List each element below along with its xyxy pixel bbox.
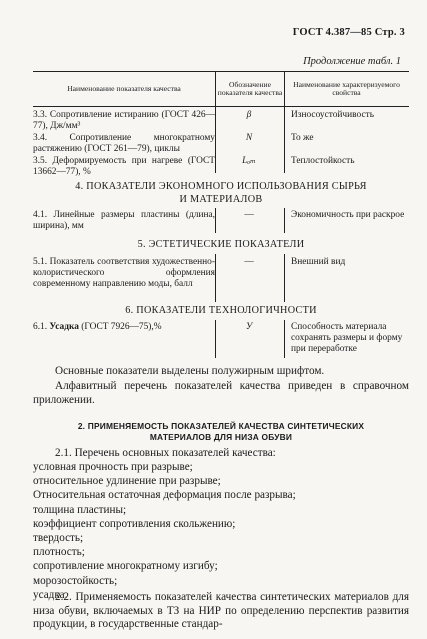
section-4-title-line1: 4. ПОКАЗАТЕЛИ ЭКОНОМНОГО ИСПОЛЬЗОВАНИЯ СЫРЬЯ xyxy=(75,181,367,192)
row-6-1-ref: (ГОСТ 7926—75),% xyxy=(81,322,162,332)
indicator-list xyxy=(33,460,409,602)
row-6-1-bold-label: Усадка xyxy=(49,322,79,332)
paragraph-2-1: 2.1. Перечень основных показателей качества: xyxy=(55,447,276,459)
row-5-1-symbol: — xyxy=(244,257,254,267)
row-6-1-number: 6.1. xyxy=(33,322,48,332)
col-header-property: Наименование характеризуемого свойства xyxy=(293,79,400,97)
row-6-1-symbol: У xyxy=(245,322,253,332)
row-4-1-property: Экономичность при раскрое xyxy=(291,210,405,220)
column-divider xyxy=(215,105,216,173)
column-divider xyxy=(284,208,285,233)
row-4-1-text: 4.1. Линейные размеры пластины (длина, ширина), мм xyxy=(33,210,215,231)
list-item: Относительная остаточная деформация после разрыва; xyxy=(33,489,296,502)
column-divider xyxy=(284,254,285,302)
list-item: коэффициент сопротивления скольжению; xyxy=(33,517,236,530)
column-divider xyxy=(215,254,216,302)
quality-indicators-table xyxy=(33,71,409,179)
section-2-title xyxy=(33,421,409,443)
table-header xyxy=(33,71,409,107)
column-divider xyxy=(215,208,216,233)
row-property: То же xyxy=(291,133,314,143)
list-item: условная прочность при разрыве; xyxy=(33,461,193,473)
gost-page-header: ГОСТ 4.387—85 Стр. 3 xyxy=(292,27,405,38)
table-continuation-label: Продолжение табл. 1 xyxy=(303,56,401,67)
list-item: плотность; xyxy=(33,546,85,559)
row-property: Износоустойчивость xyxy=(291,110,374,120)
row-6-1-property: Способность материала сохранять размеры и форму при переработке xyxy=(291,322,403,354)
column-divider xyxy=(284,320,285,358)
table-row xyxy=(33,133,409,156)
table-row xyxy=(33,110,409,133)
col-header-name: Наименование показателя качества xyxy=(67,83,181,93)
list-item: твердость; xyxy=(33,532,84,545)
column-divider xyxy=(215,320,216,358)
list-item: сопротивление многократному изгибу; xyxy=(33,560,218,573)
note-bold-indicators: Основные показатели выделены полужирным шрифтом. xyxy=(55,365,325,377)
section-2-title-line2: МАТЕРИАЛОВ ДЛЯ НИЗА ОБУВИ xyxy=(149,432,293,442)
list-item: усадка. xyxy=(33,588,68,601)
section-6-title: 6. ПОКАЗАТЕЛИ ТЕХНОЛОГИЧНОСТИ xyxy=(125,305,317,316)
row-5-1-property: Внешний вид xyxy=(291,257,346,267)
row-text: 3.4. Сопротивление многократному растяжению (ГОСТ 261—79), циклы xyxy=(33,133,215,154)
col-header-symbol: Обозначение показателя качества xyxy=(215,72,285,106)
row-5-1-text: 5.1. Показатель соответствия художественно-колористического оформления современному направлению моды, балл xyxy=(33,257,215,289)
row-text: 3.5. Деформируемость при нагреве (ГОСТ 13662—77), % xyxy=(33,156,215,177)
section-4-title xyxy=(33,180,409,206)
section-4-title-line2: И МАТЕРИАЛОВ xyxy=(179,194,263,205)
table-row xyxy=(33,156,409,179)
list-item: относительное удлинение при разрыве; xyxy=(33,475,221,488)
row-4-1-symbol: — xyxy=(244,210,254,220)
paragraph-2-2: 2.2. Применяемость показателей качества синтетических материалов для низа обуви, включаемых в ТЗ на НИР по определению перспектив развития продукции, в государственные стандар- xyxy=(33,591,409,630)
row-symbol: β xyxy=(246,110,252,120)
section-2-title-line1: 2. ПРИМЕНЯЕМОСТЬ ПОКАЗАТЕЛЕЙ КАЧЕСТВА СИНТЕТИЧЕСКИХ xyxy=(77,421,365,431)
list-item: толщина пластины; xyxy=(33,503,127,516)
row-symbol: Lₒₘ xyxy=(242,156,256,166)
note-alphabetical-index: Алфавитный перечень показателей качества приведен в справочном приложении. xyxy=(33,380,409,406)
list-item: морозостойкость; xyxy=(33,574,118,587)
row-text: 3.3. Сопротивление истиранию (ГОСТ 426—77), Дж/мм³ xyxy=(33,110,215,131)
row-6-1-text xyxy=(33,322,215,333)
column-divider xyxy=(284,105,285,173)
row-symbol: N xyxy=(245,133,253,143)
row-property: Теплостойкость xyxy=(291,156,355,166)
section-5-title: 5. ЭСТЕТИЧЕСКИЕ ПОКАЗАТЕЛИ xyxy=(137,239,305,250)
